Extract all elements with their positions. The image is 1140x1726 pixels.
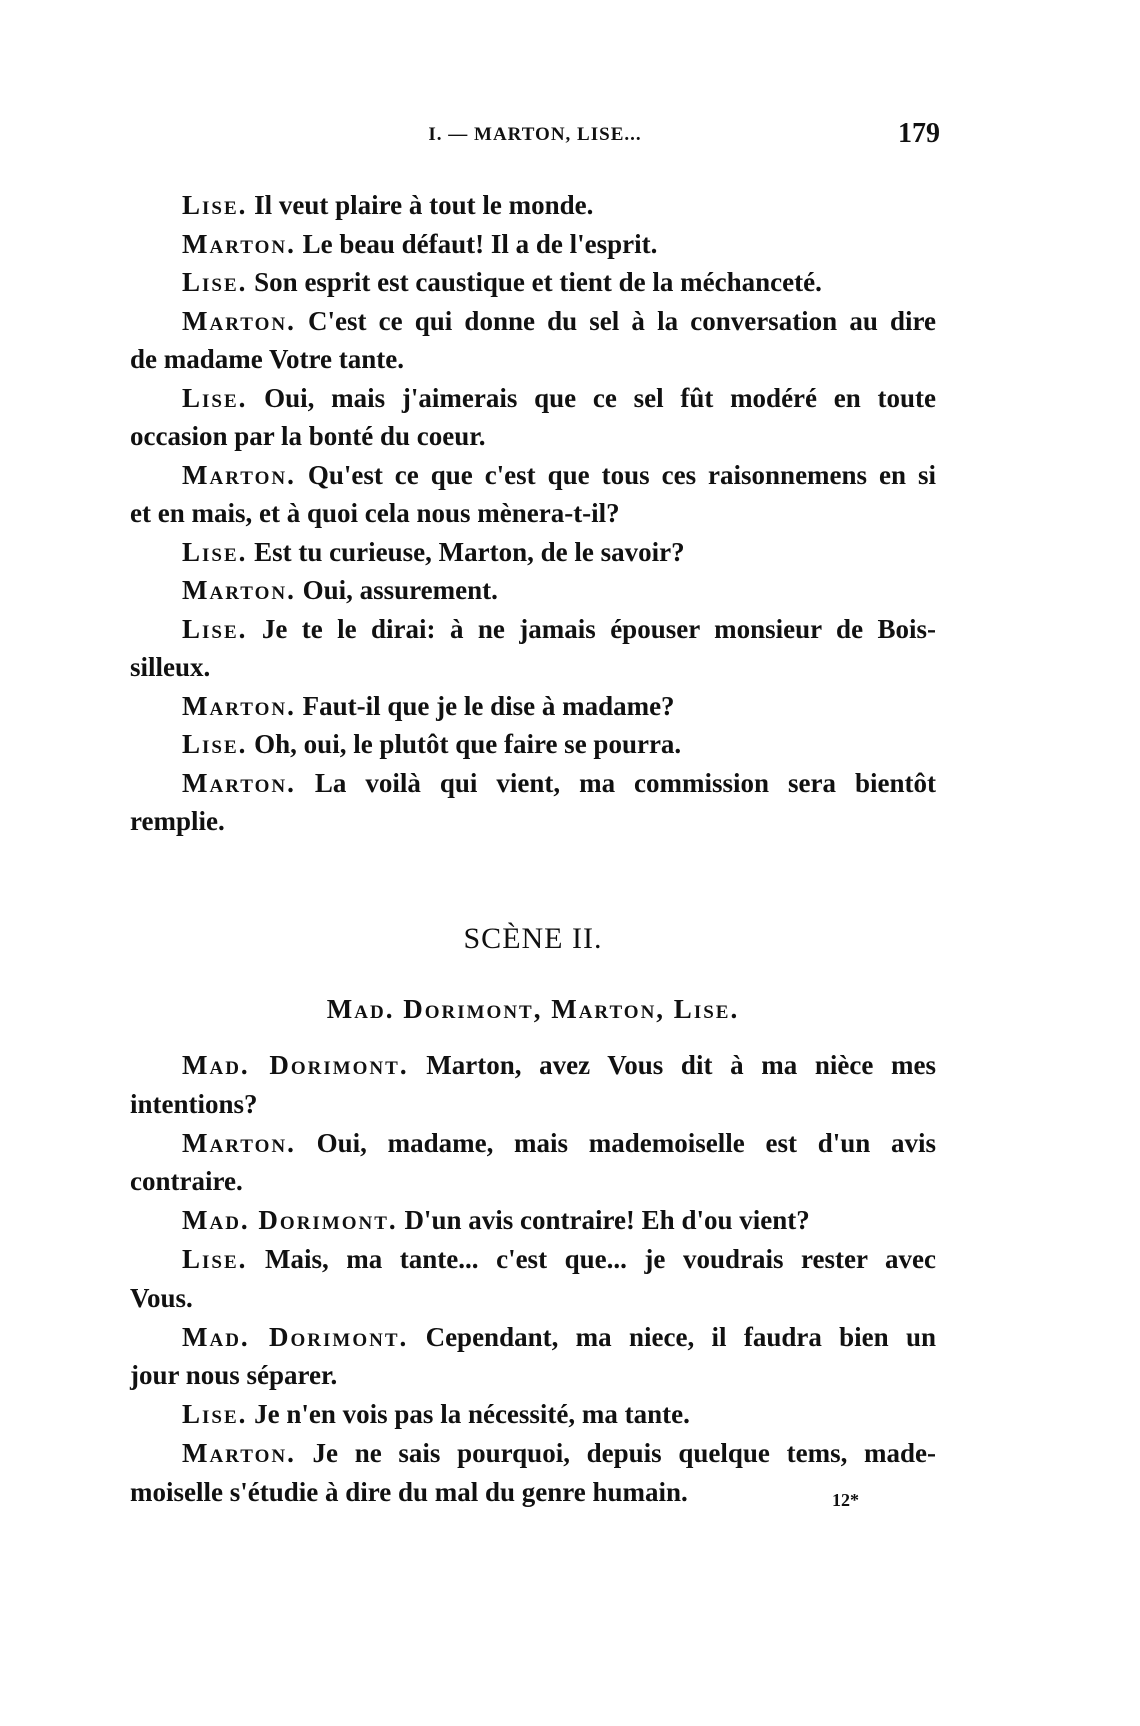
dialogue-line: [130, 610, 936, 649]
line-text: Oui, madame, mais mademoiselle est d'un avis: [316, 1127, 936, 1158]
dialogue-line: [130, 1395, 936, 1434]
speaker-name: Marton.: [182, 767, 296, 798]
dialogue-line: [130, 379, 936, 418]
line-text: Vous.: [130, 1282, 193, 1313]
line-text: intentions?: [130, 1088, 258, 1119]
line-text: remplie.: [130, 806, 225, 836]
dialogue-line: [130, 186, 936, 225]
line-text: Faut-il que je le dise à madame?: [302, 690, 675, 721]
dialogue-line: [130, 494, 936, 533]
dialogue-line: [130, 1124, 936, 1163]
line-text: Oh, oui, le plutôt que faire se pourra.: [254, 729, 682, 759]
speaker-name: Marton.: [182, 305, 296, 336]
dialogue-line: [130, 1434, 936, 1473]
dialogue-line: [130, 725, 936, 764]
printer-signature-mark: 12*: [832, 1490, 859, 1510]
speaker-name: Lise.: [182, 613, 248, 644]
dialogue-line: [130, 648, 936, 687]
line-text: Il veut plaire à tout le monde.: [254, 190, 594, 220]
speaker-name: Lise.: [182, 1399, 248, 1430]
speaker-name: Lise.: [182, 267, 248, 297]
line-text: et en mais, et à quoi cela nous mènera-t-il?: [130, 498, 620, 528]
line-text: Oui, mais j'aimerais que ce sel fût modéré en toute: [264, 382, 936, 413]
line-text: contraire.: [130, 1166, 243, 1197]
speaker-name: Lise.: [182, 382, 248, 413]
scene-characters: Mad. Dorimont, Marton, Lise.: [326, 994, 740, 1024]
line-text: de madame Votre tante.: [130, 344, 404, 374]
dialogue-line: [130, 302, 936, 341]
line-text: occasion par la bonté du coeur.: [130, 421, 486, 451]
line-text: C'est ce qui donne du sel à la conversation au dire: [308, 305, 937, 336]
dialogue-line: [130, 456, 936, 495]
line-text: Marton, avez Vous dit à ma nièce mes: [426, 1050, 936, 1080]
dialogue-line: [130, 263, 936, 302]
line-text: D'un avis contraire! Eh d'ou vient?: [404, 1205, 810, 1236]
line-text: moiselle s'étudie à dire du mal du genre humain.: [130, 1476, 688, 1507]
line-text: Oui, assurement.: [302, 575, 498, 605]
dialogue-line: [130, 1162, 936, 1201]
dialogue-block-scene-2: [130, 1046, 936, 1512]
speaker-name: Mad. Dorimont.: [182, 1050, 409, 1080]
dialogue-line: [130, 1356, 936, 1395]
dialogue-line: [130, 1085, 936, 1124]
speaker-name: Mad. Dorimont.: [182, 1205, 398, 1236]
line-text: Je n'en vois pas la nécessité, ma tante.: [254, 1399, 690, 1430]
dialogue-line: [130, 225, 936, 264]
line-text: Cependant, ma niece, il faudra bien un: [425, 1321, 937, 1352]
dialogue-line: [130, 1201, 936, 1240]
speaker-name: Marton.: [182, 1127, 296, 1158]
line-text: Le beau défaut! Il a de l'esprit.: [302, 228, 658, 259]
speaker-name: Lise.: [182, 190, 248, 220]
speaker-name: Mad. Dorimont.: [182, 1321, 409, 1352]
dialogue-line: [130, 1318, 936, 1357]
line-text: Mais, ma tante... c'est que... je voudrais rester avec: [264, 1243, 936, 1274]
line-text: Est tu curieuse, Marton, de le savoir?: [254, 536, 685, 567]
dialogue-line: [130, 417, 936, 456]
dialogue-line: [130, 802, 936, 841]
speaker-name: Marton.: [182, 1437, 296, 1468]
dialogue-line: [130, 533, 936, 572]
dialogue-line: [130, 687, 936, 726]
speaker-name: Marton.: [182, 575, 296, 605]
speaker-name: Lise.: [182, 1243, 248, 1274]
speaker-name: Lise.: [182, 729, 248, 759]
dialogue-line: [130, 340, 936, 379]
line-text: Je ne sais pourquoi, depuis quelque tems, made-: [312, 1437, 937, 1468]
dialogue-line: [130, 1279, 936, 1318]
dialogue-line: [130, 571, 936, 610]
dialogue-line: [130, 1240, 936, 1279]
dialogue-line: [130, 1046, 936, 1085]
speaker-name: Lise.: [182, 536, 248, 567]
line-text: jour nous séparer.: [130, 1360, 338, 1391]
speaker-name: Marton.: [182, 690, 296, 721]
running-head: [130, 118, 940, 158]
line-text: Qu'est ce que c'est que tous ces raisonnemens en si: [307, 459, 936, 490]
speaker-name: Marton.: [182, 459, 296, 490]
line-text: Son esprit est caustique et tient de la méchanceté.: [254, 267, 822, 297]
line-text: La voilà qui vient, ma commission sera bientôt: [314, 767, 937, 798]
dialogue-line: [130, 1473, 936, 1512]
running-title: I. — MARTON, LISE...: [428, 124, 642, 145]
scene-title: SCÈNE II.: [463, 922, 603, 955]
dialogue-block-scene-1: [130, 186, 936, 841]
line-text: silleux.: [130, 652, 211, 682]
line-text: Je te le dirai: à ne jamais épouser monsieur de Bois-: [261, 613, 936, 644]
page-number: 179: [898, 118, 940, 149]
speaker-name: Marton.: [182, 228, 296, 259]
dialogue-line: [130, 764, 936, 803]
